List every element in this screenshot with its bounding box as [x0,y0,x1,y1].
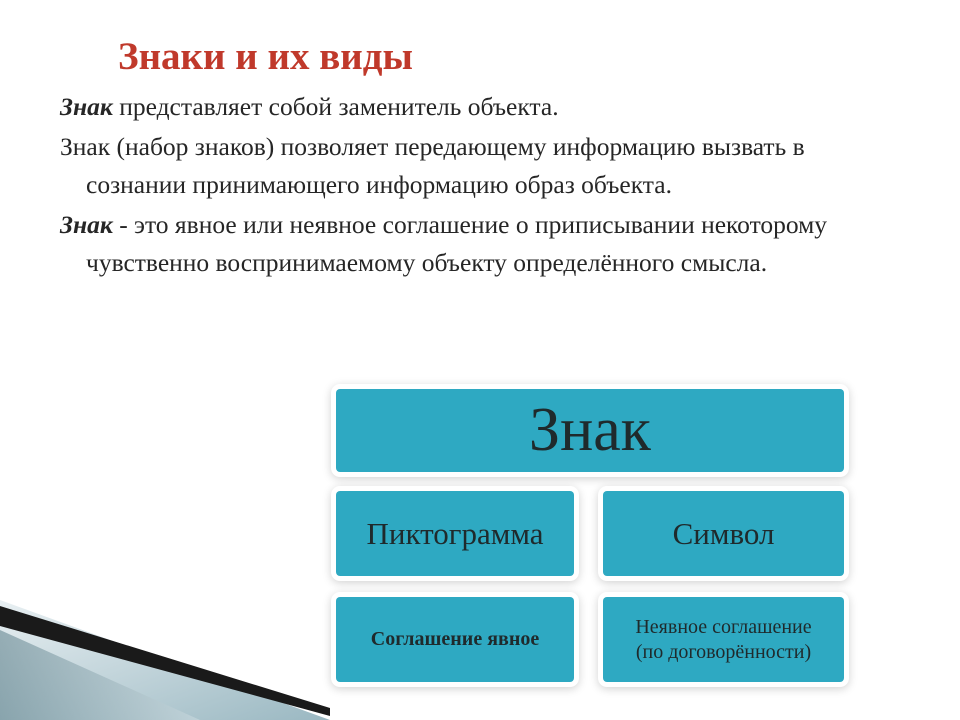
paragraph-text: Знак (набор знаков) позволяет передающему информацию вызвать в сознании принимающего информацию образ объекта. [60,132,805,199]
diagram-symbol-box: Символ [603,491,844,576]
definition-paragraph-3 [60,206,890,282]
diagram-implicit-agreement-box: Неявное соглашение (по договорённости) [603,597,844,682]
paragraph-text: - это явное или неявное соглашение о приписывании некоторому чувственно воспринимаемому объекту определённого смысла. [86,210,828,277]
term-label: Знак [60,92,113,121]
slide-body [60,88,890,284]
definition-paragraph-1 [60,88,890,126]
diagram-pictogram-box: Пиктограмма [336,491,574,576]
definition-paragraph-2 [60,128,890,204]
paragraph-text: представляет собой заменитель объекта. [112,92,559,121]
term-label: Знак [60,210,113,239]
slide-title: Знаки и их виды [118,35,413,78]
diagram-explicit-agreement-box: Соглашение явное [336,597,574,682]
diagram-root-box: Знак [336,389,844,472]
